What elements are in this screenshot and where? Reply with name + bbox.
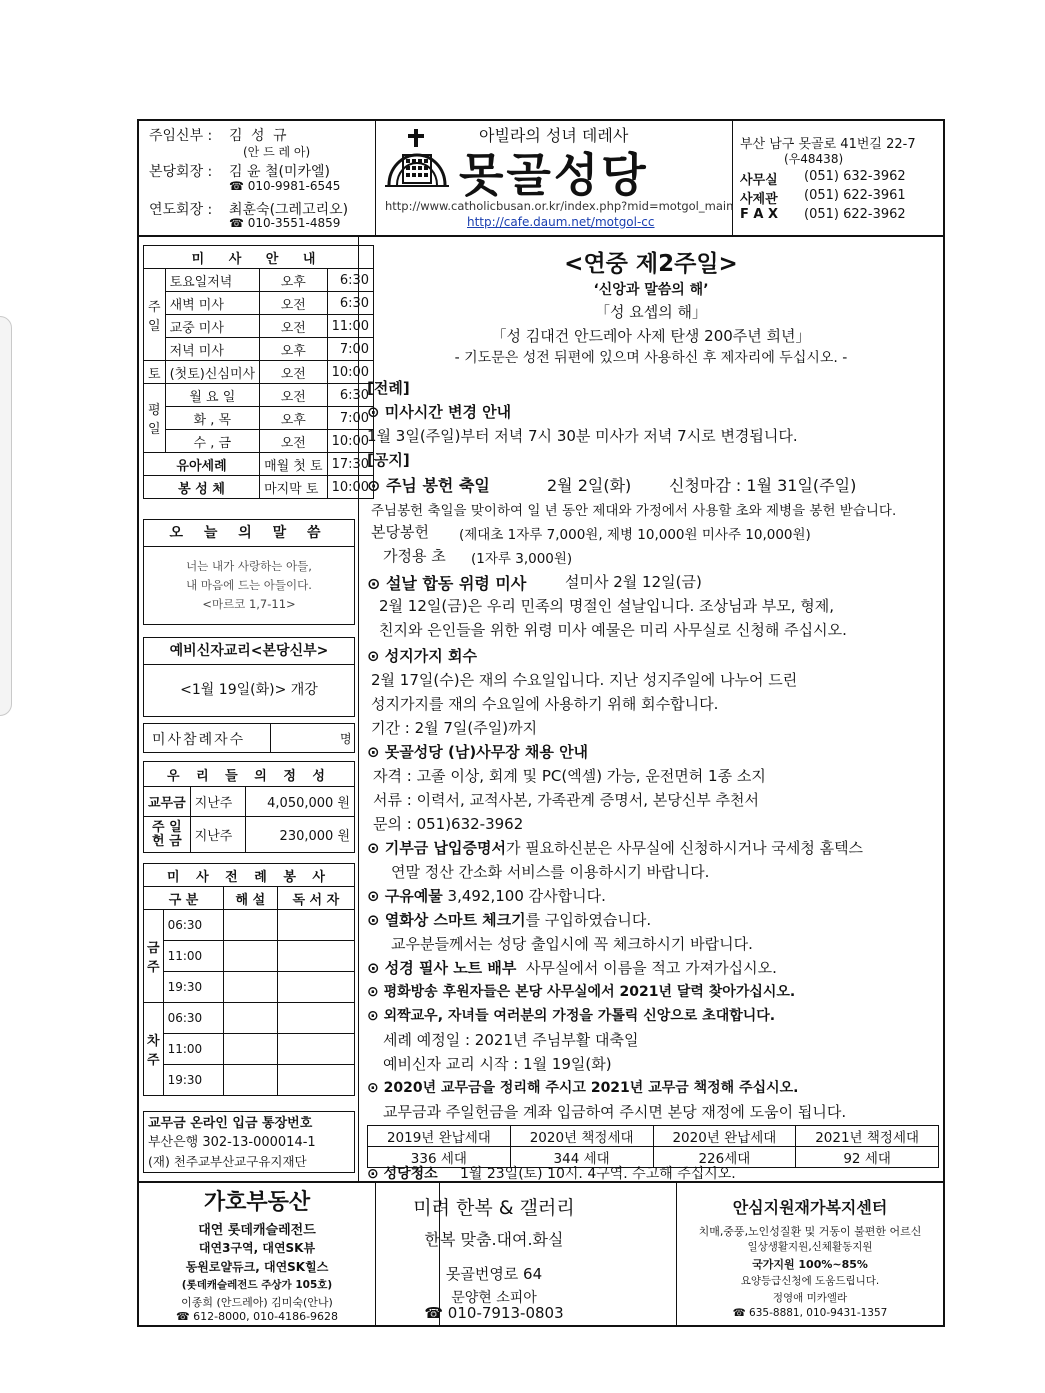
catechism-text: <1월 19일(화)> 개강 bbox=[180, 682, 318, 698]
narrator-cell[interactable] bbox=[224, 941, 278, 972]
ad1-line4: (롯데캐슬레전드 주상가 105호) bbox=[181, 1279, 333, 1291]
service-time: 06:30 bbox=[163, 1003, 223, 1034]
ad3-line4: 요양등급신청에 도움드립니다. bbox=[740, 1275, 880, 1287]
mass-name: 월 요 일 bbox=[165, 384, 260, 407]
dues-table bbox=[367, 1125, 939, 1168]
candlemas-deadline: 신청마감 : 1월 31일(주일) bbox=[669, 476, 857, 495]
narrator-cell[interactable] bbox=[224, 1034, 278, 1065]
ad1-line5: 이종희 (안드레아) 김미숙(안나) bbox=[181, 1296, 333, 1309]
narrator-cell[interactable] bbox=[224, 1065, 278, 1096]
youth-label: 연도회장 : bbox=[149, 202, 213, 218]
mass-guide-table bbox=[143, 245, 374, 499]
hire-documents: 서류 : 이력서, 교적사본, 가족관계 증명서, 본당신부 추천서 bbox=[373, 791, 760, 809]
hire-qualification: 자격 : 고졸 이상, 회계 및 PC(엑셀) 가능, 운전면허 1종 소지 bbox=[373, 767, 766, 785]
liturgy-header: 해 설 bbox=[224, 887, 278, 910]
hire-title: ⊙ 못골성당 (남)사무장 채용 안내 bbox=[367, 743, 589, 761]
ad2-line1: 한복 맞춤.대여.화실 bbox=[424, 1230, 564, 1249]
invite-notice: ⊙ 외짝교우, 자녀들 여러분의 가정을 가톨릭 신앙으로 초대합니다. bbox=[367, 1008, 776, 1024]
dues-header: 2019년 완납세대 bbox=[368, 1126, 511, 1147]
thermo-text2: 교우분들께서는 성당 출입시에 꼭 체크하시기 바랍니다. bbox=[391, 935, 753, 953]
offering-table bbox=[143, 761, 355, 853]
mass-ampm: 오전 bbox=[260, 384, 328, 407]
cafe-link[interactable]: http://cafe.daum.net/motgol-cc bbox=[467, 215, 655, 229]
infant-baptism-when: 매월 첫 토 bbox=[260, 453, 328, 476]
bible-line bbox=[367, 957, 777, 978]
section-liturgy: [전례] bbox=[367, 379, 410, 397]
service-time: 11:00 bbox=[163, 941, 223, 972]
ad3-line6: ☎ 635-8881, 010-9431-1357 bbox=[732, 1307, 888, 1319]
bulletin-page bbox=[137, 119, 945, 1327]
next-week-label: 차주 bbox=[144, 1003, 164, 1096]
offering-amount: 230,000 원 bbox=[246, 817, 355, 853]
mass-name: 새벽 미사 bbox=[165, 292, 260, 315]
mass-time: 6:30 bbox=[327, 292, 373, 315]
mass-ampm: 오전 bbox=[260, 315, 328, 338]
palm-text2: 성지가지를 재의 수요일에 사용하기 위해 회수합니다. bbox=[371, 695, 719, 713]
dues-title: ⊙ 2020년 교무금을 정리해 주시고 2021년 교무금 책정해 주십시오. bbox=[367, 1080, 799, 1096]
donation-text2: 연말 정산 간소화 서비스를 이용하시기 바랍니다. bbox=[391, 863, 710, 881]
mass-name: 저녁 미사 bbox=[165, 338, 260, 361]
infant-baptism-label: 유아세례 bbox=[144, 453, 260, 476]
mass-ampm: 오후 bbox=[260, 407, 328, 430]
mass-name: 화 , 목 bbox=[165, 407, 260, 430]
parish-name: 못골성당 bbox=[459, 148, 649, 202]
catechism-start: 예비신자 교리 시작 : 1월 19일(화) bbox=[383, 1055, 612, 1073]
ad3-name: 안심지원재가복지센터 bbox=[732, 1198, 888, 1217]
attendance-label: 미사참례자수 bbox=[152, 732, 246, 748]
mass-name: (첫토)신심미사 bbox=[165, 361, 260, 384]
service-time: 19:30 bbox=[163, 972, 223, 1003]
offering-period: 지난주 bbox=[190, 787, 245, 817]
dues-value: 344 세대 bbox=[510, 1147, 653, 1168]
postal-code: (우48438) bbox=[784, 152, 844, 166]
offering-label: 교무금 bbox=[144, 787, 191, 817]
mass-time: 10:00 bbox=[327, 430, 373, 453]
pbc-calendar-notice: ⊙ 평화방송 후원자들은 본당 사무실에서 2021년 달력 찾아가십시오. bbox=[367, 984, 796, 1000]
donation-text1: 가 필요하신분은 사무실에 신청하시거나 국세청 홈텍스 bbox=[505, 839, 864, 857]
narrator-cell[interactable] bbox=[224, 910, 278, 941]
bank-account: 부산은행 302-13-000014-1 bbox=[148, 1135, 316, 1150]
section-notice: [공지] bbox=[367, 451, 410, 469]
today-word-ref: <마르코 1,7-11> bbox=[202, 597, 296, 611]
narrator-cell[interactable] bbox=[224, 972, 278, 1003]
donation-title: ⊙ 기부금 납입증명서 bbox=[367, 839, 506, 857]
mass-time: 7:00 bbox=[327, 338, 373, 361]
dues-header: 2021년 책정세대 bbox=[796, 1126, 939, 1147]
infant-baptism-time: 17:30 bbox=[327, 453, 373, 476]
mass-ampm: 오후 bbox=[260, 269, 328, 292]
fax-number: (051) 622-3962 bbox=[804, 207, 906, 222]
relief-title: ⊙ 구유예물 bbox=[367, 887, 443, 905]
youth-phone: ☎ 010-3551-4859 bbox=[229, 216, 341, 230]
reader-cell[interactable] bbox=[277, 941, 354, 972]
ad2-line3: 문양현 소피아 bbox=[451, 1290, 537, 1306]
thermo-title: ⊙ 열화상 스마트 체크기 bbox=[367, 911, 526, 929]
today-word-line1: 너는 내가 사랑하는 아들, bbox=[186, 559, 312, 573]
thermo-text1: 를 구입하였습니다. bbox=[525, 911, 652, 929]
clergy-info bbox=[139, 121, 376, 235]
relief-line bbox=[367, 885, 606, 906]
office-phone: (051) 632-3962 bbox=[804, 169, 906, 184]
pastor-baptismal: (안 드 레 아) bbox=[243, 145, 311, 159]
mass-guide-title: 미 사 안 내 bbox=[144, 246, 374, 269]
mass-ampm: 오전 bbox=[260, 292, 328, 315]
liturgy-service-table bbox=[143, 863, 355, 1096]
sunday-label: 주일 bbox=[144, 269, 166, 361]
homepage-link[interactable]: http://www.catholicbusan.or.kr/index.php?mid=motgol_main bbox=[385, 199, 734, 213]
ad2-name: 미려 한복 & 갤러리 bbox=[413, 1197, 575, 1219]
chair-phone: ☎ 010-9981-6545 bbox=[229, 179, 341, 193]
main-column bbox=[359, 235, 943, 1181]
reader-cell[interactable] bbox=[277, 1034, 354, 1065]
ad3-line2: 일상생활지원,신체활동지원 bbox=[747, 1241, 873, 1253]
liturgy-header: 독 서 자 bbox=[277, 887, 354, 910]
left-column bbox=[139, 235, 370, 1181]
service-time: 11:00 bbox=[163, 1034, 223, 1065]
relief-text: 3,492,100 감사합니다. bbox=[447, 887, 606, 905]
reader-cell[interactable] bbox=[277, 1003, 354, 1034]
palm-text1: 2월 17일(수)은 재의 수요일입니다. 지난 성지주일에 나누어 드린 bbox=[371, 671, 798, 689]
candlemas-parish-detail: (제대초 1자루 7,000원, 제병 10,000원 미사주 10,000원) bbox=[459, 527, 811, 543]
dues-value: 226세대 bbox=[653, 1147, 796, 1168]
cleaning-line bbox=[367, 1163, 736, 1183]
bank-box bbox=[143, 1111, 355, 1173]
candlemas-date: 2월 2일(화) bbox=[547, 476, 632, 495]
baptism-date: 세례 예정일 : 2021년 주님부활 대축일 bbox=[383, 1031, 639, 1049]
mass-name: 토요일저녁 bbox=[165, 269, 260, 292]
mass-time: 6:30 bbox=[327, 384, 373, 407]
lunar-text1: 2월 12일(금)은 우리 민족의 명절인 설날입니다. 조상님과 부모, 형제, bbox=[379, 597, 835, 615]
ad-hanbok bbox=[413, 1183, 677, 1327]
office-label: 사무실 bbox=[740, 173, 778, 188]
catechism-box bbox=[143, 637, 355, 717]
palm-title: ⊙ 성지가지 회수 bbox=[367, 647, 477, 665]
service-time: 19:30 bbox=[163, 1065, 223, 1096]
candlemas-text: 주님봉헌 축일을 맞이하여 일 년 동안 제대와 가정에서 사용할 초와 제병을 봉헌 받습니다. bbox=[371, 503, 897, 519]
catechism-title: 예비신자교리<본당신부> bbox=[144, 638, 354, 665]
youth-name: 최훈숙(그레고리오) bbox=[229, 202, 349, 218]
communion-time: 10:00 bbox=[327, 476, 373, 499]
lunar-text2: 친지와 은인들을 위한 위령 미사 예물은 미리 사무실로 신청해 주십시오. bbox=[379, 621, 847, 639]
fax-label: F A X bbox=[740, 207, 779, 222]
ad1-line3: 동원로얄듀크, 대연SK힐스 bbox=[185, 1260, 329, 1274]
parish-subtitle: 아빌라의 성녀 데레사 bbox=[479, 126, 629, 145]
dues-value: 92 세대 bbox=[796, 1147, 939, 1168]
ad1-line1: 대연 롯데캐슬레전드 bbox=[198, 1223, 316, 1238]
mass-time: 10:00 bbox=[327, 361, 373, 384]
bank-holder: (재) 천주교부산교구유지재단 bbox=[148, 1154, 307, 1169]
jubilee-line: 「성 김대건 안드레아 사제 탄생 200주년 희년」 bbox=[491, 327, 811, 345]
liturgy-service-title: 미 사 전 례 봉 사 bbox=[144, 864, 355, 887]
ad1-name: 가호부동산 bbox=[203, 1190, 311, 1215]
church-logo-icon bbox=[381, 125, 453, 193]
address: 부산 남구 못골로 41번길 22-7 bbox=[740, 137, 916, 152]
attendance-unit: 명 bbox=[340, 732, 352, 746]
dues-header: 2020년 완납세대 bbox=[653, 1126, 796, 1147]
ad1-line2: 대연3구역, 대연SK뷰 bbox=[198, 1241, 316, 1255]
offering-amount: 4,050,000 원 bbox=[246, 787, 355, 817]
candlemas-home-label: 가정용 초 bbox=[383, 547, 446, 565]
reader-cell[interactable] bbox=[277, 972, 354, 1003]
parish-title-block bbox=[375, 121, 733, 235]
today-word-title: 오 늘 의 말 씀 bbox=[144, 520, 354, 547]
year-theme: ‘신앙과 말씀의 해’ bbox=[593, 282, 709, 298]
prayer-note: - 기도문은 성전 뒤편에 있으며 사용하신 후 제자리에 두십시오. - bbox=[454, 350, 848, 366]
mass-time: 6:30 bbox=[327, 269, 373, 292]
saturday-label: 토 bbox=[144, 361, 166, 384]
side-scroll-tab[interactable] bbox=[0, 316, 12, 716]
week-title: <연중 제2주일> bbox=[564, 251, 738, 277]
advertisements bbox=[139, 1181, 943, 1327]
pastor-label: 주임신부 : bbox=[149, 128, 213, 144]
liturgy-header: 구 분 bbox=[144, 887, 224, 910]
ad1-line6: ☎ 612-8000, 010-4186-9628 bbox=[175, 1310, 339, 1323]
offering-label: 주 일 헌 금 bbox=[144, 817, 191, 853]
cleaning-title: ⊙ 성당청소 bbox=[367, 1166, 438, 1182]
rectory-label: 사제관 bbox=[740, 192, 778, 207]
mass-name: 수 , 금 bbox=[165, 430, 260, 453]
candlemas-home-detail: (1자루 3,000원) bbox=[471, 551, 573, 567]
this-week-label: 금주 bbox=[144, 910, 164, 1003]
lunar-date: 설미사 2월 12일(금) bbox=[565, 573, 702, 591]
mass-change-title: ⊙ 미사시간 변경 안내 bbox=[367, 403, 512, 421]
offering-period: 지난주 bbox=[190, 817, 245, 853]
pastor-name: 김 성 규 bbox=[229, 128, 289, 144]
contact-block bbox=[732, 121, 943, 235]
offering-title: 우 리 들 의 정 성 bbox=[144, 762, 355, 787]
ad2-line4: ☎ 010-7913-0803 bbox=[424, 1304, 564, 1322]
thermo-line bbox=[367, 909, 651, 930]
ad3-line1: 치매,중풍,노인성질환 및 거동이 불편한 어르신 bbox=[698, 1225, 922, 1238]
donation-line bbox=[367, 837, 863, 858]
cleaning-text: 1월 23일(토) 10시. 4구역. 수고해 주십시오. bbox=[459, 1166, 736, 1182]
ad2-line2: 못골번영로 64 bbox=[445, 1265, 543, 1283]
dues-text: 교무금과 주일헌금을 계좌 입금하여 주시면 본당 재정에 도움이 됩니다. bbox=[383, 1103, 847, 1121]
bible-title: ⊙ 성경 필사 노트 배부 bbox=[367, 959, 517, 977]
reader-cell[interactable] bbox=[277, 1065, 354, 1096]
dues-value: 336 세대 bbox=[368, 1147, 511, 1168]
candlemas-title: ⊙ 주님 봉헌 축일 bbox=[367, 476, 490, 495]
mass-time: 11:00 bbox=[327, 315, 373, 338]
ad3-line3: 국가지원 100%~85% bbox=[752, 1258, 868, 1271]
bank-title: 교무금 온라인 입금 통장번호 bbox=[148, 1116, 313, 1131]
mass-ampm: 오후 bbox=[260, 338, 328, 361]
ad3-line5: 정영애 미카엘라 bbox=[772, 1292, 848, 1304]
lunar-title: ⊙ 설날 합동 위령 미사 bbox=[367, 574, 527, 593]
candlemas-parish-label: 본당봉헌 bbox=[371, 523, 429, 541]
mass-change-text: 1월 3일(주일)부터 저녁 7시 30분 미사가 저녁 7시로 변경됩니다. bbox=[367, 427, 798, 445]
communion-label: 봉 성 체 bbox=[144, 476, 260, 499]
service-time: 06:30 bbox=[163, 910, 223, 941]
dues-header: 2020년 책정세대 bbox=[510, 1126, 653, 1147]
hire-contact: 문의 : 051)632-3962 bbox=[373, 815, 524, 833]
today-word-box bbox=[143, 519, 355, 625]
today-word-line2: 내 마음에 드는 아들이다. bbox=[186, 578, 312, 592]
weekday-label: 평일 bbox=[144, 384, 166, 453]
communion-when: 마지막 토 bbox=[260, 476, 328, 499]
chair-name: 김 윤 철(미카엘) bbox=[229, 164, 330, 180]
mass-name: 교중 미사 bbox=[165, 315, 260, 338]
mass-ampm: 오전 bbox=[260, 361, 328, 384]
palm-period: 기간 : 2월 7일(주일)까지 bbox=[371, 719, 538, 737]
header bbox=[139, 121, 943, 237]
year-of-joseph: 「성 요셉의 해」 bbox=[595, 303, 707, 321]
mass-time: 7:00 bbox=[327, 407, 373, 430]
bible-text: 사무실에서 이름을 적고 가져가십시오. bbox=[525, 959, 777, 977]
narrator-cell[interactable] bbox=[224, 1003, 278, 1034]
mass-ampm: 오전 bbox=[260, 430, 328, 453]
ad-welfare-center bbox=[677, 1183, 943, 1327]
reader-cell[interactable] bbox=[277, 910, 354, 941]
chair-label: 본당회장 : bbox=[149, 164, 213, 180]
rectory-phone: (051) 622-3961 bbox=[804, 188, 906, 203]
attendance-box bbox=[143, 723, 355, 753]
